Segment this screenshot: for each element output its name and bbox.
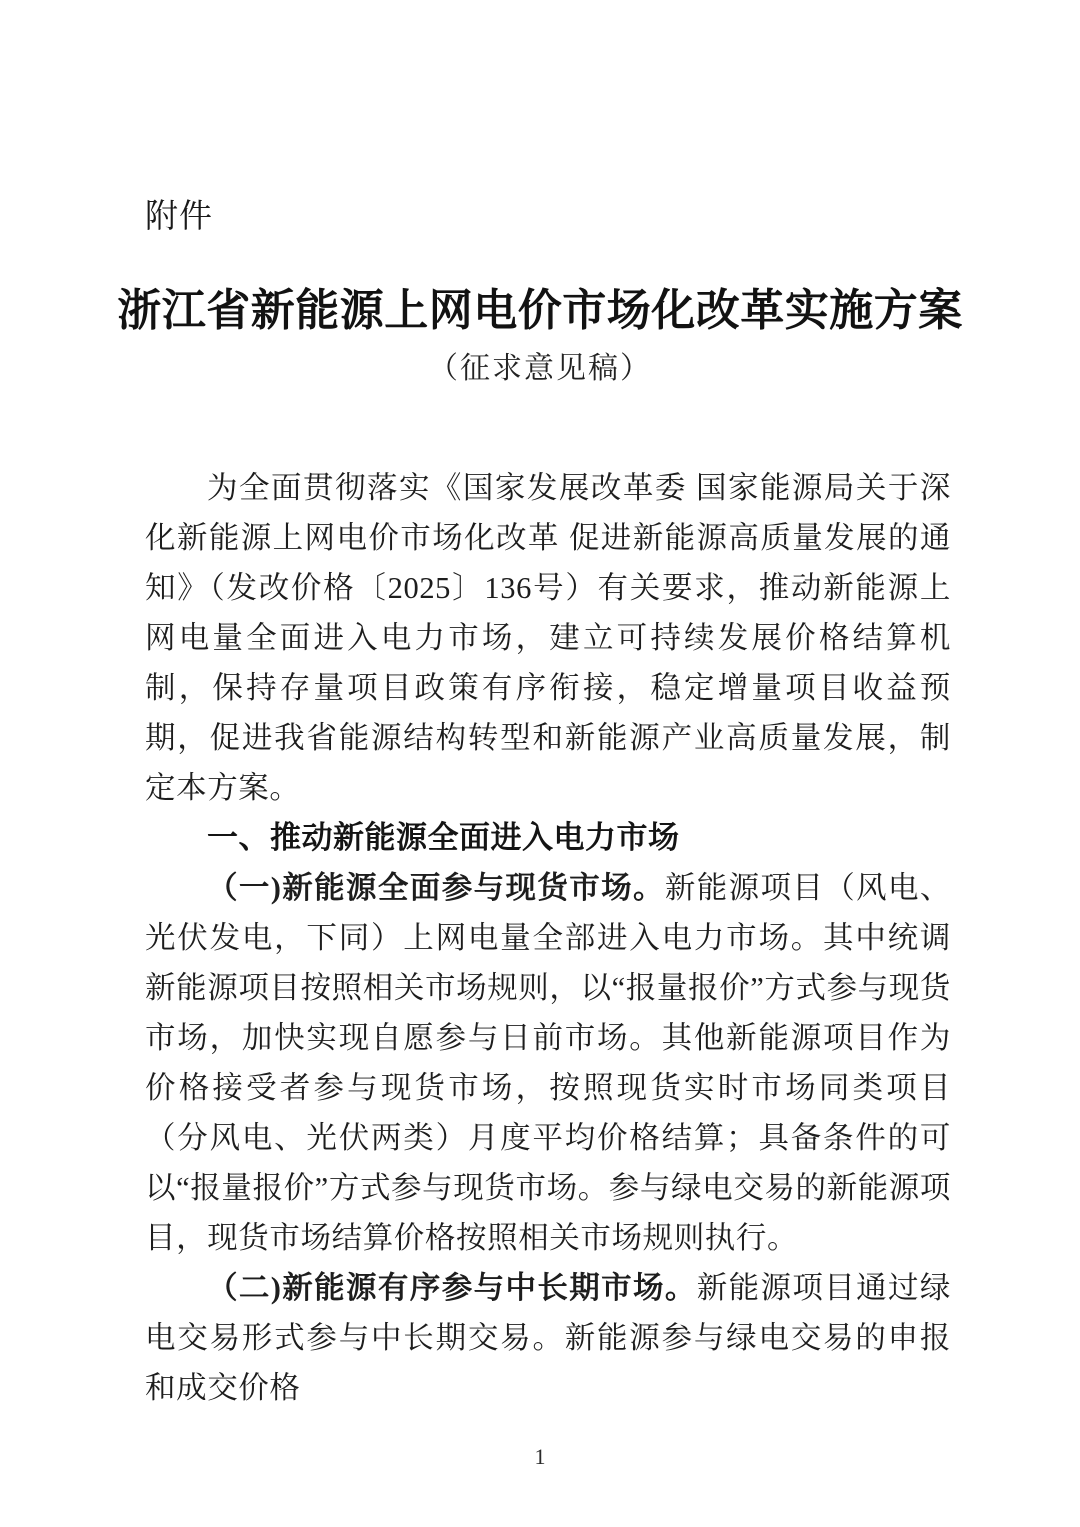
document-body [145, 463, 951, 1413]
page-title: 浙江省新能源上网电价市场化改革实施方案 [117, 286, 963, 335]
item-paragraph-1 [145, 863, 951, 1263]
item-2-text: 新能源项目通过绿电交易形式参与中长期交易。新能源参与绿电交易的申报和成交价格 [145, 1271, 951, 1405]
attachment-label: 附件 [145, 197, 213, 234]
item-paragraph-2 [145, 1263, 951, 1413]
page-number: 1 [534, 1444, 546, 1469]
item-2-lead: （二)新能源有序参与中长期市场。 [207, 1271, 697, 1305]
item-1-lead: （一)新能源全面参与现货市场。 [207, 871, 665, 905]
title-block [0, 283, 1080, 389]
preamble-paragraph: 为全面贯彻落实《国家发展改革委 国家能源局关于深化新能源上网电价市场化改革 促进新能源高质量发展的通知》（发改价格〔2025〕136号）有关要求，推动新能源上网电量全面进入电力市场，建立可持续发展价格结算机制，保持存量项目政策有序衔接，稳定增量项目收益预期，促进我省能源结构转型和新能源产业高质量发展，制定本方案。 [145, 471, 951, 805]
document-subtitle: （征求意见稿） [428, 352, 652, 385]
section-heading-1: 一、推动新能源全面进入电力市场 [207, 820, 680, 855]
item-1-text: 新能源项目（风电、光伏发电，下同）上网电量全部进入电力市场。其中统调新能源项目按照相关市场规则，以“报量报价”方式参与现货市场，加快实现自愿参与日前市场。其他新能源项目作为价格接受者参与现货市场，按照现货实时市场同类项目（分风电、光伏两类）月度平均价格结算；具备条件的可以“报量报价”方式参与现货市场。参与绿电交易的新能源项目，现货市场结算价格按照相关市场规则执行。 [145, 871, 951, 1255]
